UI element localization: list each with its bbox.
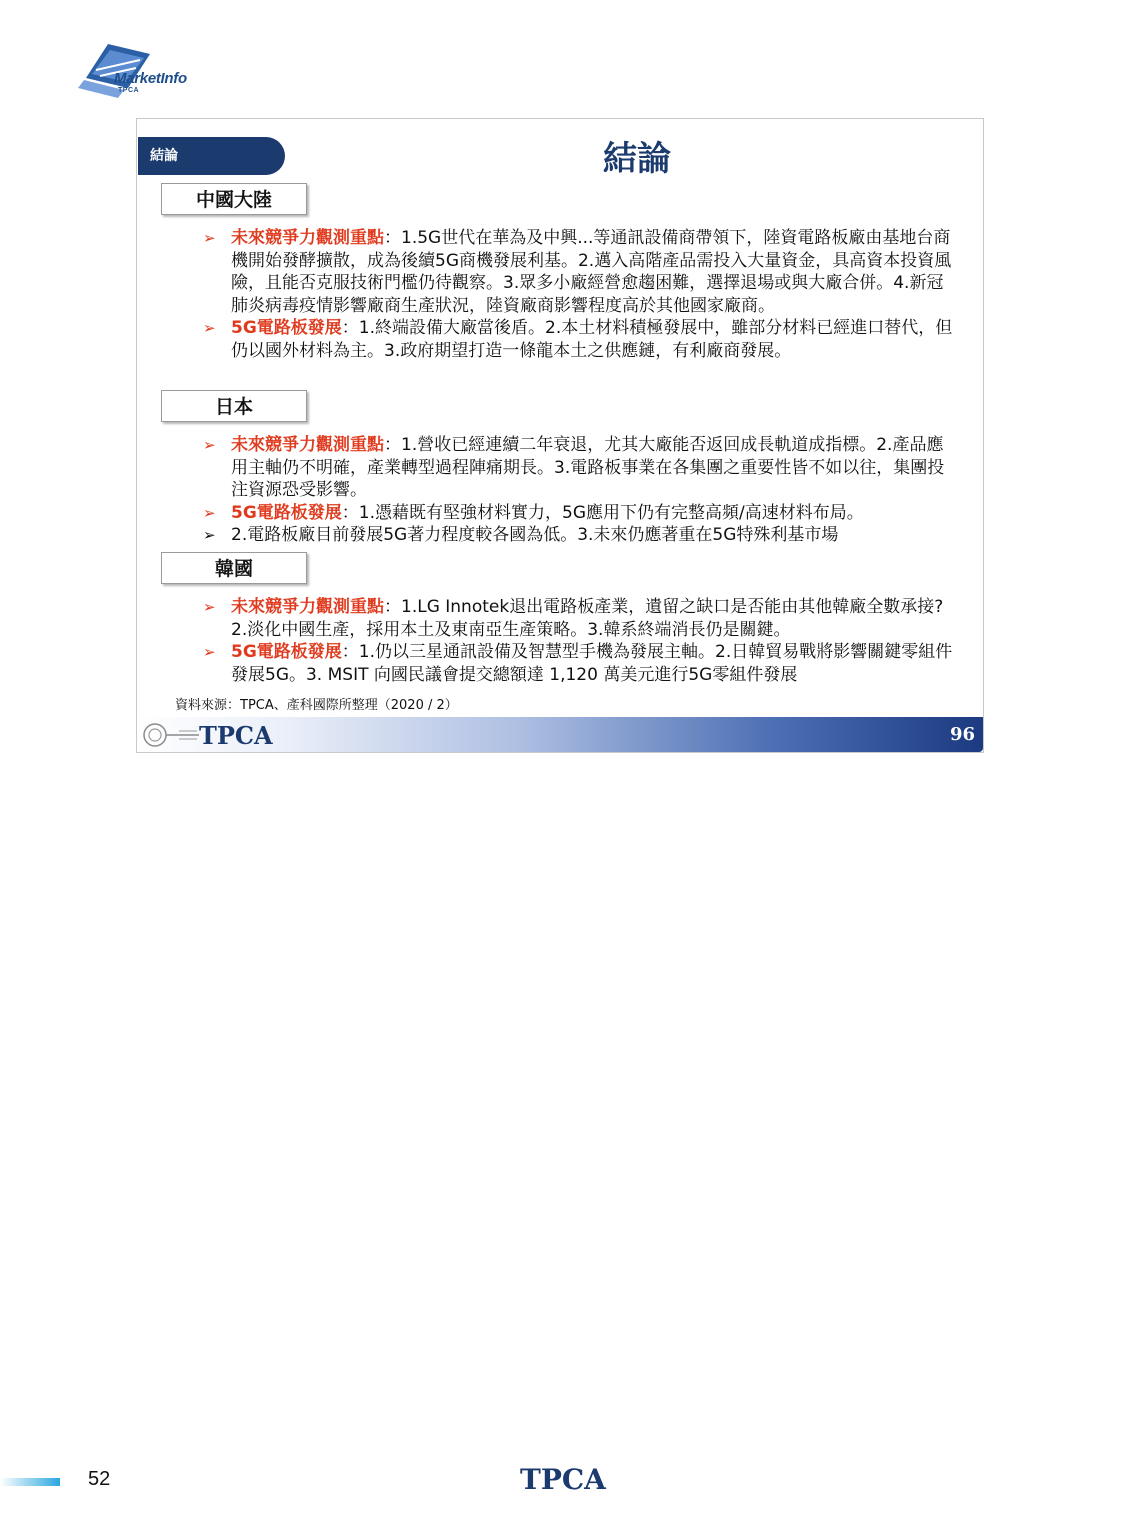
arrow-bullet-icon: ➢ — [203, 229, 216, 247]
arrow-bullet-icon: ➢ — [203, 319, 216, 337]
bullet-highlight: 未來競爭力觀測重點 — [231, 597, 384, 617]
page-footer-brand: TPCA — [520, 1463, 606, 1496]
section-tab: 結論 — [138, 137, 285, 175]
bullet-highlight: 5G電路板發展 — [231, 642, 342, 662]
bullet-list-china — [203, 227, 955, 362]
bullet-text: ：1.LG Innotek退出電路板產業，遺留之缺口是否能由其他韓廠全數承接? 2.淡化中國生產，採用本土及東南亞生產策略。3.韓系終端消長仍是關鍵。 — [231, 597, 944, 640]
source-note: 資料來源：TPCA、產科國際所整理（2020 / 2） — [175, 698, 458, 713]
country-label-korea: 韓國 — [161, 552, 307, 584]
bullet-text: ：1.終端設備大廠當後盾。2.本土材料積極發展中，雖部分材料已經進口替代，但仍以國外材料為主。3.政府期望打造一條龍本土之供應鏈，有利廠商發展。 — [231, 318, 953, 361]
arrow-bullet-icon: ➢ — [203, 436, 216, 454]
list-item — [203, 641, 955, 686]
tpca-emblem-icon — [139, 720, 201, 750]
bullet-list-japan — [203, 434, 955, 547]
logo-subtext: TPCA — [118, 87, 140, 94]
logo-text: MarketInfo — [114, 70, 187, 87]
bullet-text: ：1.憑藉既有堅強材料實力，5G應用下仍有完整高頻/高速材料布局。 — [341, 502, 864, 523]
list-item — [203, 227, 955, 317]
bullet-highlight: 5G電路板發展 — [231, 502, 342, 523]
arrow-bullet-icon: ➢ — [203, 503, 216, 522]
bullet-highlight: 未來競爭力觀測重點 — [231, 435, 384, 455]
bullet-list-korea — [203, 596, 955, 686]
bullet-text: 2.電路板廠目前發展5G著力程度較各國為低。3.未來仍應著重在5G特殊利基市場 — [231, 525, 839, 545]
arrow-bullet-icon: ➢ — [203, 598, 216, 616]
bullet-highlight: 5G電路板發展 — [231, 318, 342, 338]
bullet-highlight: 未來競爭力觀測重點 — [231, 228, 384, 248]
country-label-japan: 日本 — [161, 390, 307, 422]
slide-number: 96 — [949, 724, 975, 745]
list-item — [203, 524, 955, 547]
bullet-text: ：1.仍以三星通訊設備及智慧型手機為發展主軸。2.日韓貿易戰將影響關鍵零組件發展5G。3. MSIT 向國民議會提交總額達 1,120 萬美元進行5G零組件發展 — [231, 642, 953, 685]
page-accent-bar — [0, 1478, 60, 1486]
country-label-china: 中國大陸 — [161, 183, 307, 215]
arrow-bullet-icon: ➢ — [203, 526, 216, 544]
slide-title: 結論 — [603, 139, 671, 179]
slide — [136, 118, 984, 753]
list-item — [203, 317, 955, 362]
slide-footer-brand: TPCA — [199, 721, 273, 750]
list-item — [203, 434, 955, 502]
bullet-text: ：1.5G世代在華為及中興...等通訊設備商帶領下，陸資電路板廠由基地台商機開始發酵擴散，成為後續5G商機發展利基。2.邁入高階產品需投入大量資金，具高資本投資風險，且能否克服技術門檻仍待觀察。3.眾多小廠經營愈趨困難，選擇退場或與大廠合併。4.新冠肺炎病毒疫情影響廠商生產狀況，陸資廠商影響程度高於其他國家廠商。 — [231, 228, 952, 316]
arrow-bullet-icon: ➢ — [203, 643, 216, 661]
list-item — [203, 596, 955, 641]
page-number: 52 — [88, 1468, 111, 1490]
list-item — [203, 502, 955, 525]
bullet-text: ：1.營收已經連續二年衰退，尤其大廠能否返回成長軌道成指標。2.產品應用主軸仍不明確，產業轉型過程陣痛期長。3.電路板事業在各集團之重要性皆不如以往，集團投注資源恐受影響。 — [231, 435, 945, 500]
